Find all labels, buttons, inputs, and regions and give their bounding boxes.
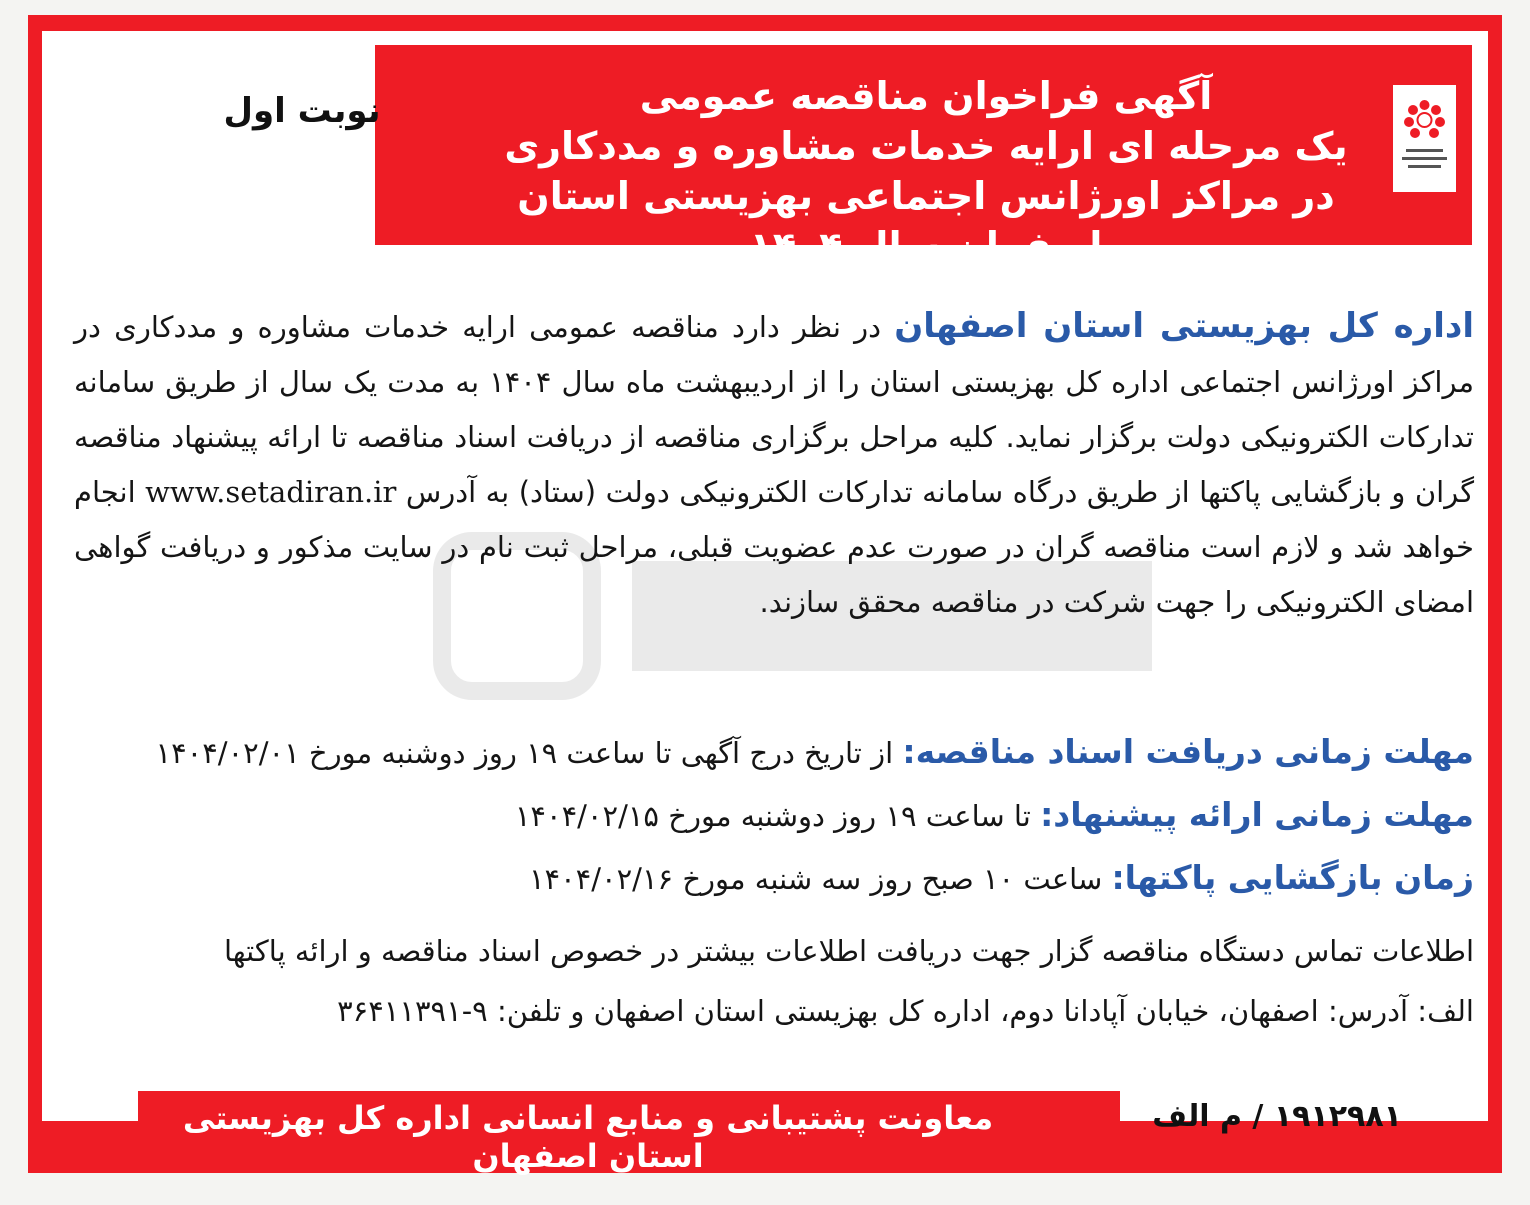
behzisti-logo-icon <box>1396 89 1453 188</box>
deadline-label: زمان بازگشایی پاکتها: <box>1111 858 1474 897</box>
title-line-2: یک مرحله ای ارایه خدمات مشاوره و مددکاری <box>504 124 1348 168</box>
deadline-label: مهلت زمانی ارائه پیشنهاد: <box>1040 795 1474 834</box>
deadline-value: از تاریخ درج آگهی تا ساعت ۱۹ روز دوشنبه مورخ ۱۴۰۴/۰۲/۰۱ <box>155 736 903 770</box>
footer-banner <box>138 1091 1120 1175</box>
contact-info <box>74 921 1474 1041</box>
round-label: نوبت اول <box>223 91 381 131</box>
org-name: اداره کل بهزیستی استان اصفهان <box>894 306 1474 346</box>
contact-line-2: الف: آدرس: اصفهان، خیابان آپادانا دوم، اداره کل بهزیستی استان اصفهان و تلفن: ۹-۳۶۴۱۱۳۹۱ <box>337 994 1474 1028</box>
deadline-row <box>74 847 1474 910</box>
deadline-value: تا ساعت ۱۹ روز دوشنبه مورخ ۱۴۰۴/۰۲/۱۵ <box>514 799 1041 833</box>
body-text-1: در نظر دارد مناقصه عمومی ارایه خدمات مشاوره و مددکاری در مراکز اورژانس اجتماعی اداره کل بهزیستی استان را از اردیبهشت ماه سال ۱۴۰۴ به مدت یک سال از طریق سامانه تدارکات الکترونیکی دولت برگزار نماید. کلیه مراحل برگزاری مناقصه از دریافت اسناد مناقصه تا ارائه پیشنهاد مناقصه گران و بازگشایی پاکتها از طریق درگاه سامانه تدارکات الکترونیکی دولت (ستاد) به آدرس <box>74 310 1475 509</box>
deadline-row <box>74 784 1474 847</box>
logo-frame <box>1393 85 1456 192</box>
body-text-2: انجام خواهد شد و لازم است مناقصه گران در صورت عدم عضویت قبلی، مراحل ثبت نام در سایت مذکور و دریافت گواهی امضای الکترونیکی را جهت شرکت در مناقصه محقق سازند. <box>74 475 1474 619</box>
deadline-value: ساعت ۱۰ صبح روز سه شنبه مورخ ۱۴۰۴/۰۲/۱۶ <box>528 862 1112 896</box>
deadline-row <box>74 721 1474 784</box>
reference-number: ۱۹۱۲۹۸۱ / م الف <box>1152 1099 1402 1134</box>
deadline-label: مهلت زمانی دریافت اسناد مناقصه: <box>902 732 1474 771</box>
title-line-1: آگهی فراخوان مناقصه عمومی <box>639 74 1213 118</box>
footer-department: معاونت پشتیبانی و منابع انسانی اداره کل بهزیستی استان اصفهان <box>182 1099 994 1175</box>
title-banner <box>375 45 1472 268</box>
ad-frame <box>28 15 1502 1173</box>
title-line-3: در مراکز اورژانس اجتماعی بهزیستی استان اصفهان سال ۱۴۰۴ <box>517 174 1335 268</box>
ad-content <box>42 31 1488 1175</box>
deadlines <box>74 721 1474 910</box>
contact-line-1: اطلاعات تماس دستگاه مناقصه گزار جهت دریافت اطلاعات بیشتر در خصوص اسناد مناقصه و ارائه پاکتها <box>223 934 1474 968</box>
ad-title <box>476 71 1376 271</box>
setad-url-link[interactable]: www.setadiran.ir <box>145 475 397 509</box>
body-paragraph <box>74 299 1474 630</box>
